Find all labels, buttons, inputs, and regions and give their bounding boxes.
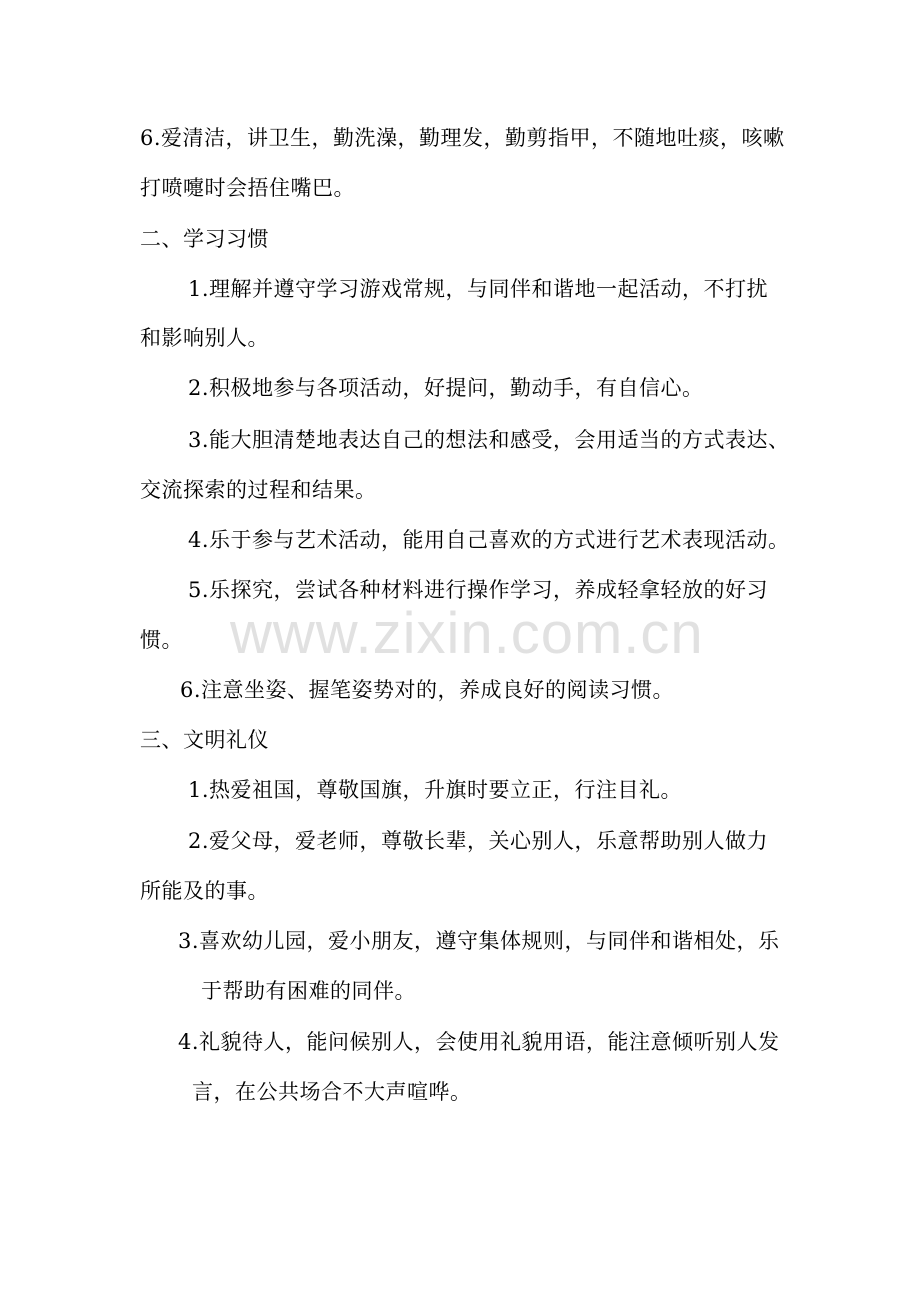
study-item-5-line-2: 惯。: [140, 628, 183, 652]
watermark: www.zixin.com.cn: [230, 601, 704, 666]
study-item-3-line-1: 3.能大胆清楚地表达自己的想法和感受，会用适当的方式表达、: [188, 428, 790, 452]
hygiene-item-6-line-1: 6.爱清洁，讲卫生，勤洗澡，勤理发，勤剪指甲，不随地吐痰，咳嗽: [140, 126, 785, 150]
study-item-1-line-2: 和影响别人。: [140, 326, 269, 350]
study-item-5-line-1: 5.乐探究，尝试各种材料进行操作学习，养成轻拿轻放的好习: [188, 578, 769, 602]
etiquette-item-4-line-1: 4.礼貌待人，能问候别人，会使用礼貌用语，能注意倾听别人发: [178, 1030, 780, 1054]
etiquette-item-3-line-2: 于帮助有困难的同伴。: [201, 979, 416, 1003]
etiquette-item-2-line-1: 2.爱父母，爱老师，尊敬长辈，关心别人，乐意帮助别人做力: [188, 829, 769, 853]
etiquette-item-3-line-1: 3.喜欢幼儿园，爱小朋友，遵守集体规则，与同伴和谐相处，乐: [178, 929, 780, 953]
study-item-6: 6.注意坐姿、握笔姿势对的，养成良好的阅读习惯。: [180, 678, 675, 702]
study-item-3-line-2: 交流探索的过程和结果。: [140, 478, 377, 502]
study-item-1-line-1: 1.理解并遵守学习游戏常规，与同伴和谐地一起活动，不打扰: [188, 277, 769, 301]
study-item-4: 4.乐于参与艺术活动，能用自己喜欢的方式进行艺术表现活动。: [188, 528, 790, 552]
etiquette-item-1: 1.热爱祖国，尊敬国旗，升旗时要立正，行注目礼。: [188, 778, 683, 802]
etiquette-item-4-line-2: 言，在公共场合不大声喧哗。: [192, 1080, 472, 1104]
section-heading-study-habits: 二、学习习惯: [140, 227, 269, 251]
hygiene-item-6-line-2: 打喷嚏时会捂住嘴巴。: [140, 176, 355, 200]
etiquette-item-2-line-2: 所能及的事。: [140, 879, 269, 903]
study-item-2: 2.积极地参与各项活动，好提问，勤动手，有自信心。: [188, 376, 704, 400]
section-heading-etiquette: 三、文明礼仪: [140, 728, 269, 752]
